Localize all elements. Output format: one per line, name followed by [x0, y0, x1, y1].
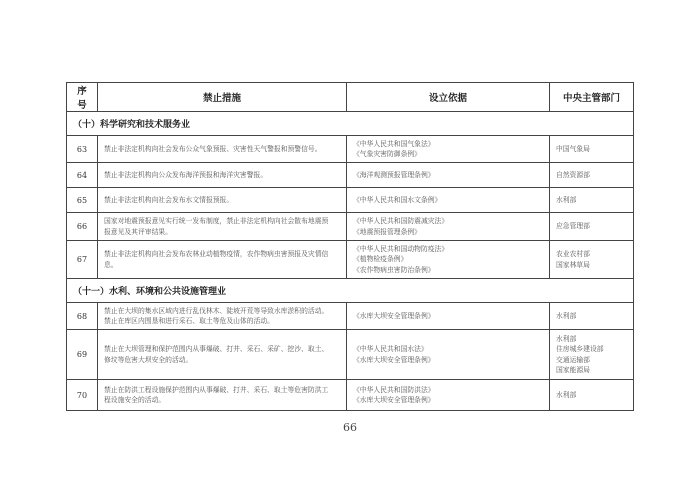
row-basis: 《中华人民共和国水法》 《水库大坝安全管理条例》 [347, 330, 550, 380]
row-basis: 《中华人民共和国水文条例》 [347, 188, 550, 213]
section-title: （十一）水利、环境和公共设施管理业 [67, 279, 634, 303]
header-measure: 禁止措施 [98, 83, 347, 112]
row-basis: 《中华人民共和国防震减灾法》 《地震预报管理条例》 [347, 213, 550, 241]
row-measure: 禁止在大坝的集水区域内进行乱伐林木、陡坡开荒等导致水库淤积的活动。 禁止在库区内围垦和进行采石、取土等危及山体的活动。 [98, 303, 347, 330]
row-dept: 水利部 [550, 303, 634, 330]
row-dept: 中国气象局 [550, 136, 634, 163]
row-dept: 水利部 住房城乡建设部 交通运输部 国家能源局 [550, 330, 634, 380]
header-dept: 中央主管部门 [550, 83, 634, 112]
row-measure: 禁止非法定机构向社会发布农林业动植物疫情，农作物病虫害预报及灾情信 息。 [98, 241, 347, 279]
row-dept: 农业农村部 国家林草局 [550, 241, 634, 279]
section-row [67, 112, 634, 136]
header-seq: 序号 [67, 83, 98, 112]
row-measure: 禁止在防洪工程设施保护范围内从事爆破、打井、采石、取土等危害防洪工 程设施安全的活动。 [98, 380, 347, 411]
row-basis: 《中华人民共和国气象法》 《气象灾害防御条例》 [347, 136, 550, 163]
section-row [67, 279, 634, 303]
table-row [67, 303, 634, 330]
page-number: 66 [343, 421, 357, 434]
row-basis: 《中华人民共和国防洪法》 《水库大坝安全管理条例》 [347, 380, 550, 411]
table-body [67, 112, 634, 411]
table-row [67, 213, 634, 241]
table-row [67, 136, 634, 163]
row-basis: 《水库大坝安全管理条例》 [347, 303, 550, 330]
row-dept: 自然资源部 [550, 163, 634, 188]
table-row [67, 163, 634, 188]
row-measure: 禁止非法定机构向社会发布公众气象预报、灾害性天气警报和预警信号。 [98, 136, 347, 163]
row-seq: 69 [67, 330, 98, 380]
row-dept: 水利部 [550, 188, 634, 213]
header-basis: 设立依据 [347, 83, 550, 112]
row-seq: 67 [67, 241, 98, 279]
table-row [67, 330, 634, 380]
row-seq: 63 [67, 136, 98, 163]
section-title: （十）科学研究和技术服务业 [67, 112, 634, 136]
row-seq: 64 [67, 163, 98, 188]
row-dept: 水利部 [550, 380, 634, 411]
row-basis: 《海洋观测预报管理条例》 [347, 163, 550, 188]
row-measure: 国家对地震预报意见实行统一发布制度，禁止非法定机构向社会散布地震预 报意见及其评审结果。 [98, 213, 347, 241]
table-row [67, 188, 634, 213]
table-header-row [67, 83, 634, 112]
row-seq: 65 [67, 188, 98, 213]
row-dept: 应急管理部 [550, 213, 634, 241]
row-measure: 禁止在大坝管理和保护范围内从事爆破、打井、采石、采矿、挖沙、取土、 修坟等危害大坝安全的活动。 [98, 330, 347, 380]
row-measure: 禁止非法定机构向社会发布水文情报预报。 [98, 188, 347, 213]
row-basis: 《中华人民共和国动物防疫法》 《植物检疫条例》 《农作物病虫害防治条例》 [347, 241, 550, 279]
row-measure: 禁止非法定机构向公众发布海洋预报和海洋灾害警报。 [98, 163, 347, 188]
row-seq: 68 [67, 303, 98, 330]
table-row [67, 241, 634, 279]
row-seq: 66 [67, 213, 98, 241]
row-seq: 70 [67, 380, 98, 411]
table-row [67, 380, 634, 411]
prohibition-measures-table [66, 82, 634, 411]
